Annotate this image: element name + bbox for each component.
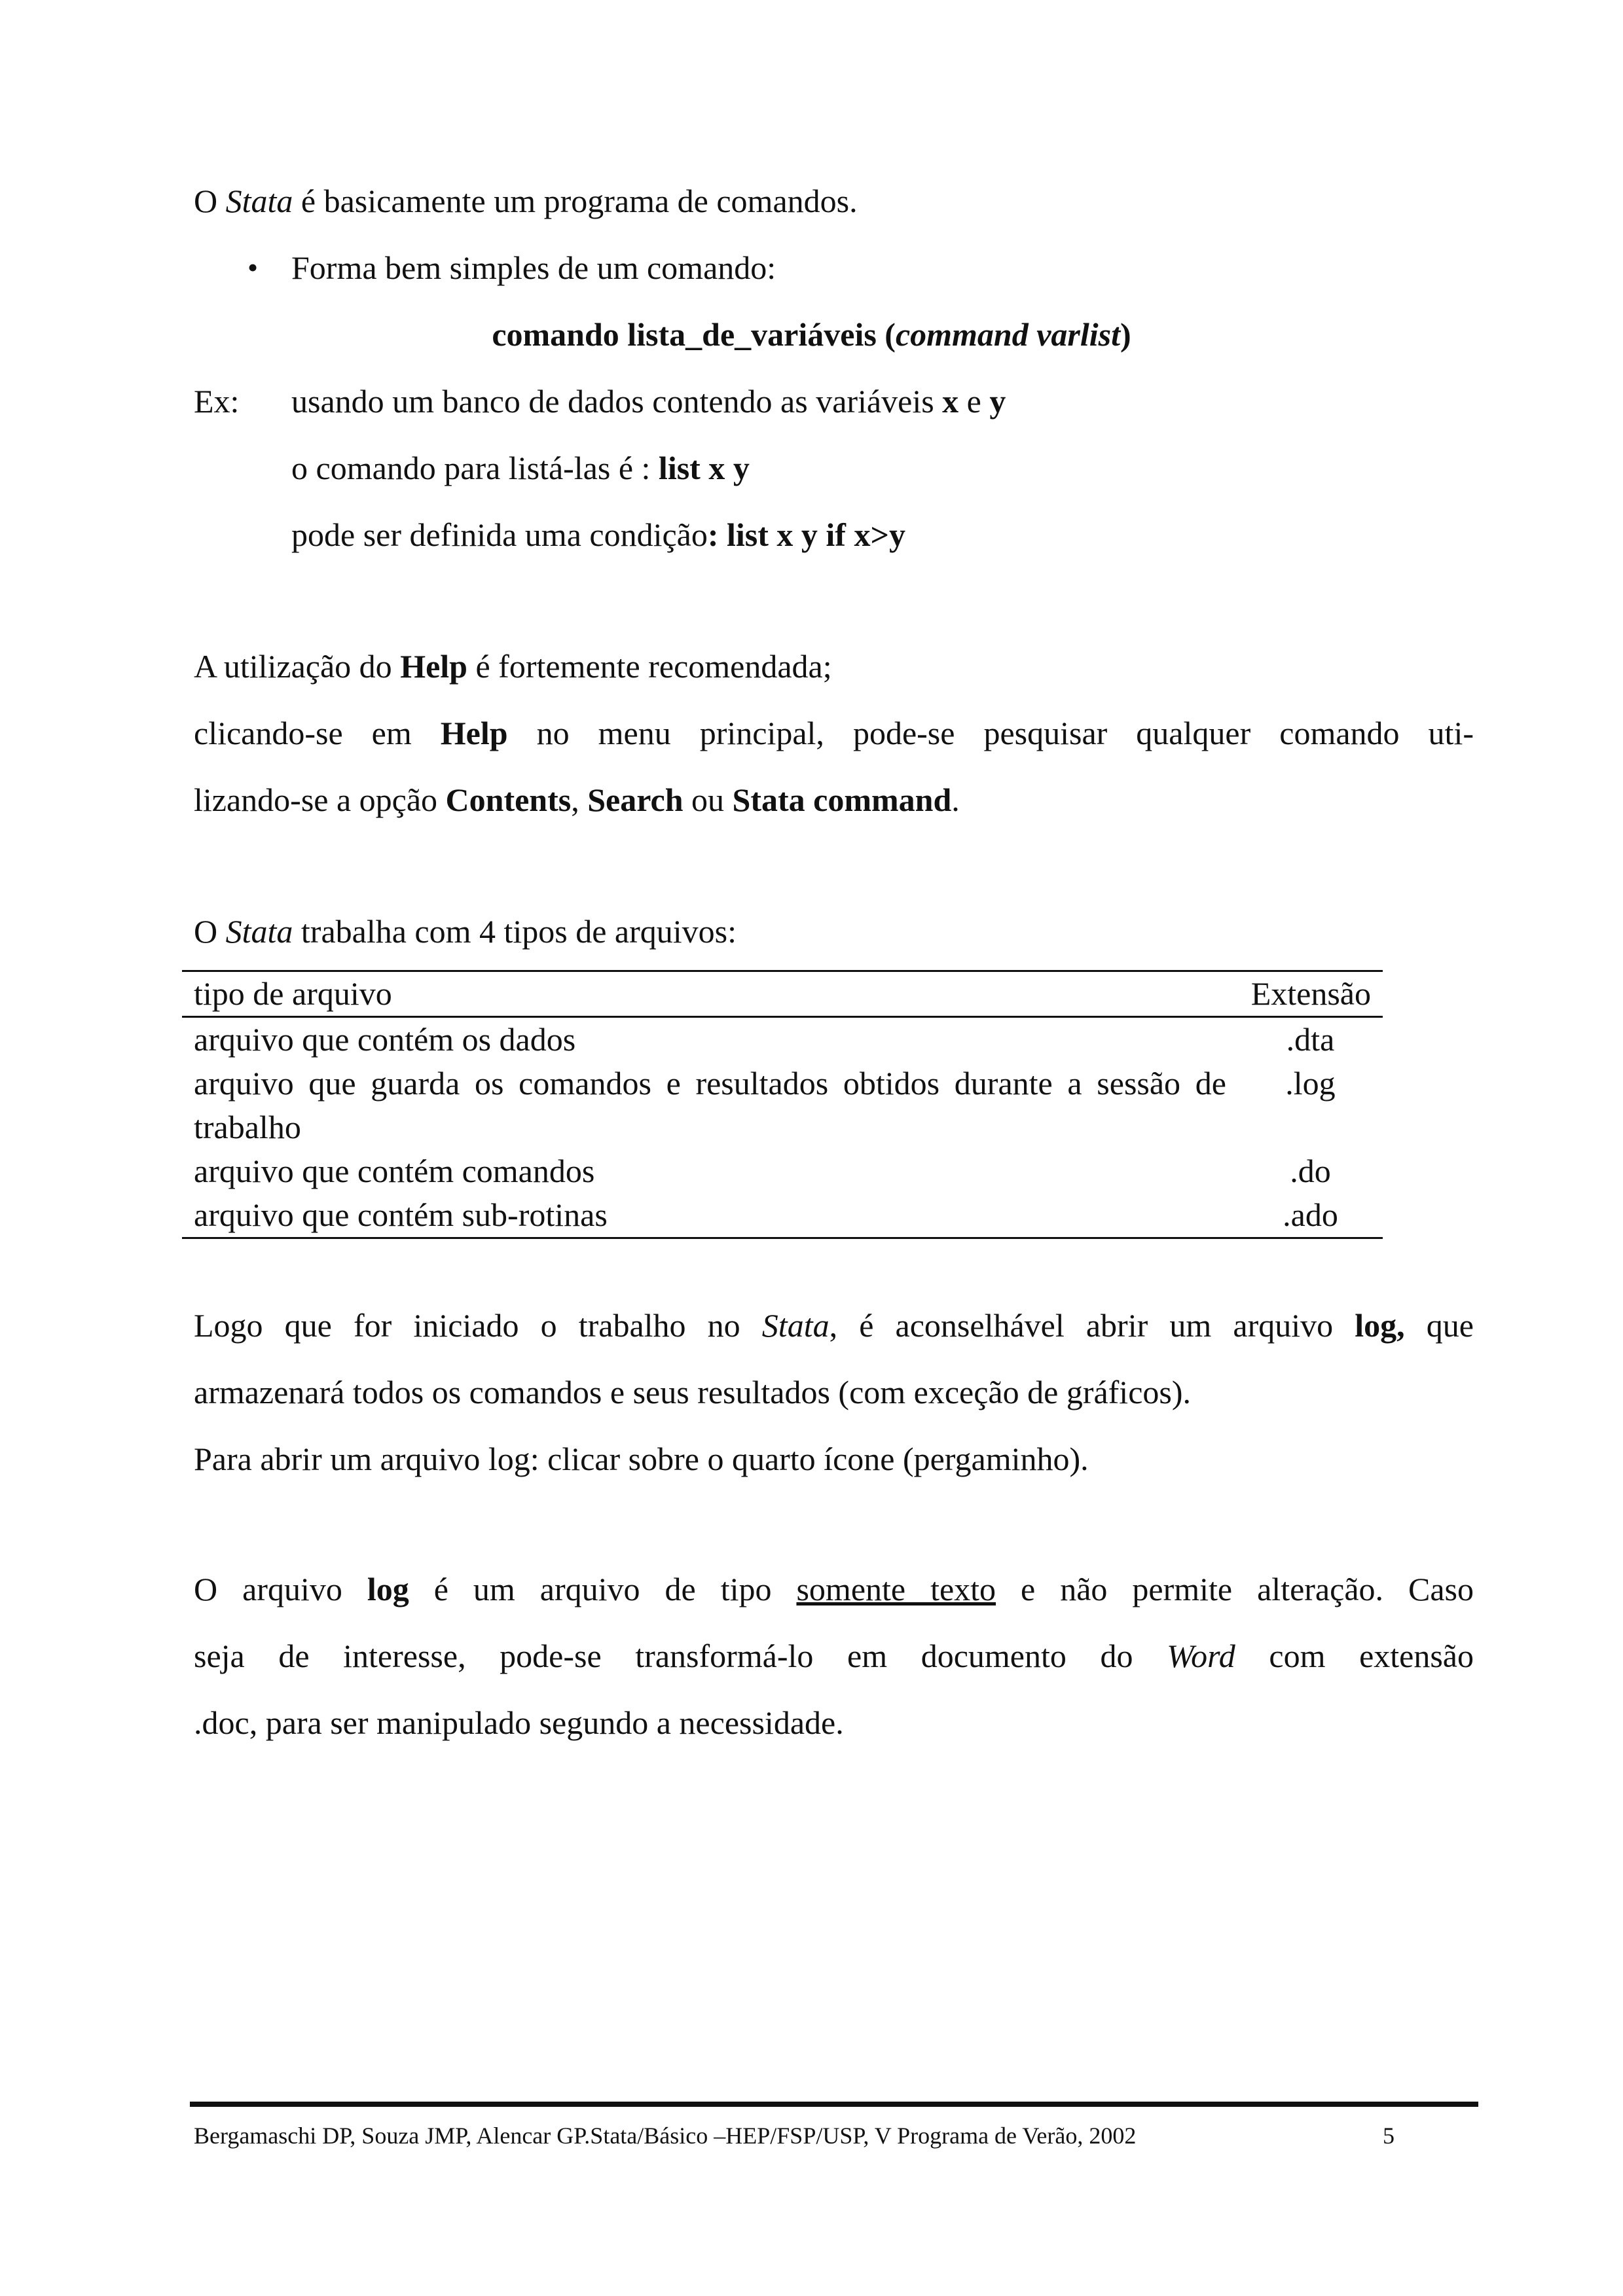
footer-citation: Bergamaschi DP, Souza JMP, Alencar GP.Stata/Básico –HEP/FSP/USP, V Programa de Verão, 2002 — [194, 2123, 1137, 2149]
row-description: arquivo que contém comandos — [194, 1153, 595, 1189]
row-extension: .do — [1290, 1153, 1331, 1189]
intro-paragraph: O Stata é basicamente um programa de comandos. — [194, 183, 858, 219]
file-types-intro: O Stata trabalha com 4 tipos de arquivos: — [194, 913, 737, 950]
log-file-line-3: .doc, para ser manipulado segundo a necessidade. — [194, 1704, 844, 1741]
example-line-3: pode ser definida uma condição: list x y if x>y — [291, 516, 905, 553]
file-types-table — [182, 970, 1383, 1239]
help-line-3: lizando-se a opção Contents, Search ou Stata command. — [194, 781, 960, 818]
row-extension: .dta — [1286, 1021, 1335, 1058]
table-row — [182, 1017, 1383, 1062]
table-row — [182, 1193, 1383, 1238]
table-header-row — [182, 971, 1383, 1017]
example-line-1: usando um banco de dados contendo as variáveis x e y — [291, 383, 1006, 420]
table-row — [182, 1062, 1383, 1149]
log-file-line-1: O arquivo log é um arquivo de tipo somente texto e não permite alteração. Caso — [194, 1571, 1474, 1607]
command-syntax: comando lista_de_variáveis (command varlist) — [492, 316, 1131, 353]
example-label: Ex: — [194, 383, 240, 420]
row-extension: .ado — [1283, 1196, 1338, 1233]
stata-name: Stata — [225, 183, 293, 219]
row-description: arquivo que contém sub-rotinas — [194, 1196, 608, 1233]
log-para-line-1: Logo que for iniciado o trabalho no Stata, é aconselhável abrir um arquivo log, que — [194, 1307, 1474, 1344]
help-line-1: A utilização do Help é fortemente recomendada; — [194, 648, 832, 685]
log-para-line-2: armazenará todos os comandos e seus resultados (com exceção de gráficos). — [194, 1374, 1191, 1410]
row-extension: .log — [1285, 1065, 1336, 1102]
header-file-type: tipo de arquivo — [182, 971, 1226, 1017]
bullet-text: Forma bem simples de um comando: — [291, 249, 776, 286]
row-description: arquivo que contém os dados — [194, 1021, 576, 1058]
page-number: 5 — [1383, 2123, 1395, 2149]
log-para-line-3: Para abrir um arquivo log: clicar sobre o quarto ícone (pergaminho). — [194, 1441, 1089, 1477]
row-description: arquivo que guarda os comandos e resultados obtidos durante a sessão de trabalho — [194, 1065, 1226, 1145]
log-file-line-2: seja de interesse, pode-se transformá-lo em documento do Word com extensão — [194, 1638, 1474, 1674]
help-line-2: clicando-se em Help no menu principal, pode-se pesquisar qualquer comando uti- — [194, 715, 1474, 751]
header-extension: Extensão — [1226, 971, 1383, 1017]
bullet-glyph: • — [247, 251, 259, 284]
table-row — [182, 1149, 1383, 1193]
example-line-2: o comando para listá-las é : list x y — [291, 450, 750, 486]
footer-rule — [190, 2102, 1478, 2107]
